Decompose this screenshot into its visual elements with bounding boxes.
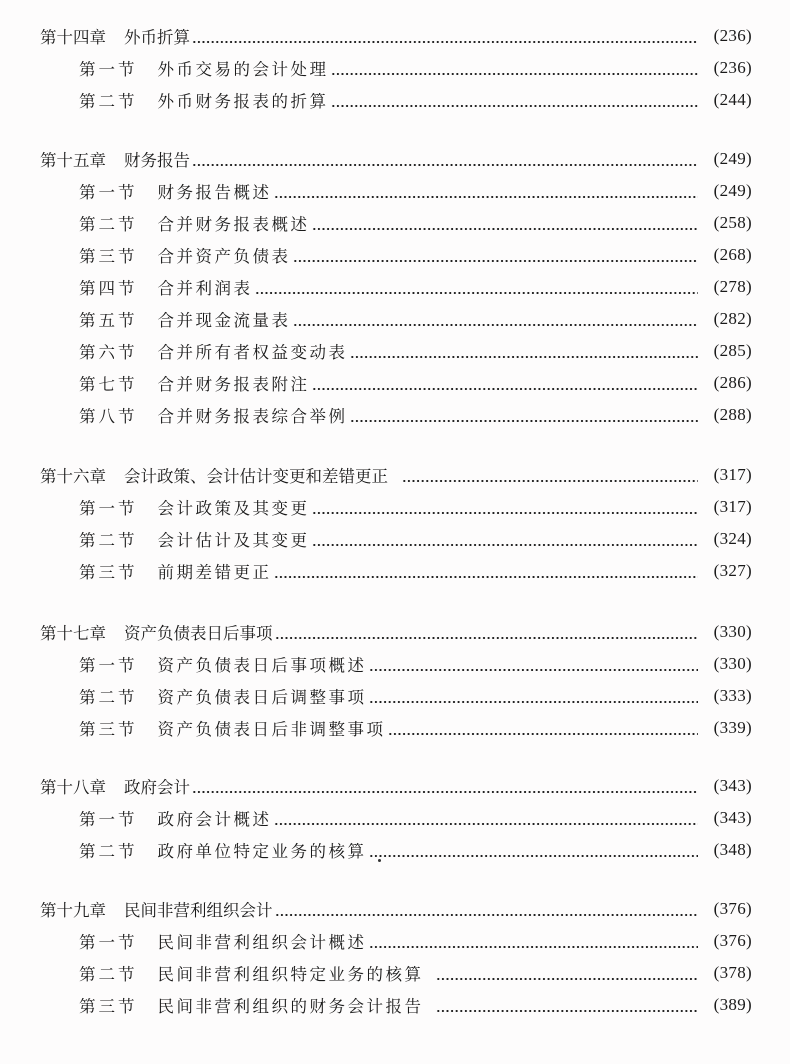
page-number: (343): [713, 808, 752, 827]
page-number: (317): [713, 497, 752, 516]
section-title: 合并资产负债表: [157, 247, 291, 266]
section-title: 会计政策及其变更: [157, 499, 310, 518]
section-number: 第二节: [79, 842, 138, 861]
toc-section-entry[interactable]: [79, 493, 752, 521]
dot-leader: [331, 54, 699, 82]
page-number: (330): [713, 622, 752, 641]
section-number: 第六节: [79, 343, 138, 362]
section-title: 资产负债表日后调整事项: [157, 688, 367, 707]
section-number: 第三节: [79, 720, 138, 739]
section-title: 政府单位特定业务的核算: [157, 842, 367, 861]
section-title: 合并现金流量表: [157, 311, 291, 330]
section-title: 合并利润表: [157, 279, 253, 298]
section-number: 第一节: [79, 933, 138, 952]
dot-leader: [255, 273, 699, 301]
dot-leader: [312, 525, 699, 553]
toc-chapter-entry[interactable]: [40, 145, 752, 173]
page-number: (324): [713, 529, 752, 548]
section-number: 第二节: [79, 531, 138, 550]
section-number: 第四节: [79, 279, 138, 298]
section-number: 第一节: [79, 810, 138, 829]
page-number: (339): [713, 718, 752, 737]
section-number: 第三节: [79, 563, 138, 582]
section-number: 第七节: [79, 375, 138, 394]
section-title: 民间非营利组织的财务会计报告: [157, 997, 424, 1016]
page-number: (282): [713, 309, 752, 328]
section-title: 政府会计概述: [157, 810, 272, 829]
toc-chapter-entry[interactable]: [40, 895, 752, 923]
page-number: (268): [713, 245, 752, 264]
toc-section-entry[interactable]: [79, 959, 752, 987]
section-number: 第二节: [79, 92, 138, 111]
section-number: 第一节: [79, 499, 138, 518]
chapter-number: 第十八章: [40, 778, 106, 797]
dot-leader: [350, 401, 699, 429]
page-number: (333): [713, 686, 752, 705]
chapter-title: 民间非营利组织会计: [124, 901, 273, 920]
section-number: 第二节: [79, 688, 138, 707]
section-number: 第三节: [79, 247, 138, 266]
page-number: (343): [713, 776, 752, 795]
dot-leader: [293, 305, 699, 333]
section-title: 外币交易的会计处理: [157, 60, 329, 79]
page-number: (236): [713, 26, 752, 45]
chapter-title: 政府会计: [124, 778, 190, 797]
toc-section-entry[interactable]: [79, 991, 752, 1019]
dot-leader: [192, 22, 698, 50]
section-number: 第八节: [79, 407, 138, 426]
toc-section-entry[interactable]: [79, 177, 752, 205]
page-number: (330): [713, 654, 752, 673]
section-title: 资产负债表日后非调整事项: [157, 720, 386, 739]
chapter-number: 第十九章: [40, 901, 106, 920]
page-number: (378): [713, 963, 752, 982]
page-number: (327): [713, 561, 752, 580]
toc-chapter-entry[interactable]: [40, 618, 752, 646]
chapter-title: 会计政策、会计估计变更和差错更正: [124, 467, 388, 486]
page-number: (236): [713, 58, 752, 77]
toc-section-entry[interactable]: [79, 369, 752, 397]
section-title: 前期差错更正: [157, 563, 272, 582]
page-number: (278): [713, 277, 752, 296]
page-number: (376): [713, 899, 752, 918]
dot-leader: [369, 682, 699, 710]
dot-leader: [293, 241, 699, 269]
section-title: 合并所有者权益变动表: [157, 343, 348, 362]
section-title: 民间非营利组织会计概述: [157, 933, 367, 952]
dot-leader: [388, 714, 699, 742]
toc-section-entry[interactable]: [79, 650, 752, 678]
toc-chapter-entry[interactable]: [40, 461, 752, 489]
dot-leader: [192, 772, 698, 800]
page-number: (317): [713, 465, 752, 484]
section-number: 第五节: [79, 311, 138, 330]
section-number: 第一节: [79, 183, 138, 202]
page-number: (244): [713, 90, 752, 109]
dot-leader: [274, 177, 699, 205]
toc-chapter-entry[interactable]: [40, 772, 752, 800]
chapter-number: 第十六章: [40, 467, 106, 486]
toc-section-entry[interactable]: [79, 804, 752, 832]
section-number: 第二节: [79, 215, 138, 234]
section-title: 合并财务报表综合举例: [157, 407, 348, 426]
dot-leader: [274, 557, 699, 585]
page-number: (258): [713, 213, 752, 232]
section-title: 财务报告概述: [157, 183, 272, 202]
dot-leader: [274, 804, 699, 832]
section-number: 第二节: [79, 965, 138, 984]
dot-leader: [275, 618, 699, 646]
dot-leader: [275, 895, 699, 923]
chapter-number: 第十五章: [40, 151, 106, 170]
section-title: 合并财务报表附注: [157, 375, 310, 394]
section-number: 第一节: [79, 60, 138, 79]
toc-section-entry[interactable]: [79, 337, 752, 365]
section-number: 第一节: [79, 656, 138, 675]
section-number: 第三节: [79, 997, 138, 1016]
section-title: 资产负债表日后事项概述: [157, 656, 367, 675]
chapter-title: 财务报告: [124, 151, 190, 170]
dot-leader: [312, 493, 699, 521]
chapter-number: 第十四章: [40, 28, 106, 47]
dot-leader: [369, 836, 699, 864]
dot-leader: [436, 991, 699, 1019]
page-number: (348): [713, 840, 752, 859]
chapter-number: 第十七章: [40, 624, 106, 643]
chapter-title: 外币折算: [124, 28, 190, 47]
toc-section-entry[interactable]: [79, 682, 752, 710]
page-number: (249): [713, 181, 752, 200]
dot-leader: [369, 650, 699, 678]
toc-section-entry[interactable]: [79, 401, 752, 429]
toc-section-entry[interactable]: [79, 927, 752, 955]
toc-section-entry[interactable]: [79, 836, 752, 864]
toc-section-entry[interactable]: [79, 305, 752, 333]
toc-section-entry[interactable]: [79, 714, 752, 742]
section-title: 民间非营利组织特定业务的核算: [157, 965, 424, 984]
toc-section-entry[interactable]: [79, 54, 752, 82]
section-title: 会计估计及其变更: [157, 531, 310, 550]
toc-section-entry[interactable]: [79, 273, 752, 301]
dot-leader: [350, 337, 699, 365]
page-number: (286): [713, 373, 752, 392]
dot-leader: [192, 145, 698, 173]
page-number: (288): [713, 405, 752, 424]
toc-section-entry[interactable]: [79, 525, 752, 553]
dot-leader: [312, 209, 699, 237]
toc-section-entry[interactable]: [79, 209, 752, 237]
page-number: (389): [713, 995, 752, 1014]
page-number: (249): [713, 149, 752, 168]
dot-leader: [312, 369, 699, 397]
page-number: (285): [713, 341, 752, 360]
dot-leader: [331, 86, 699, 114]
toc-section-entry[interactable]: [79, 557, 752, 585]
dot-leader: [369, 927, 699, 955]
toc-chapter-entry[interactable]: [40, 22, 752, 50]
section-title: 合并财务报表概述: [157, 215, 310, 234]
chapter-title: 资产负债表日后事项: [124, 624, 273, 643]
page-number: (376): [713, 931, 752, 950]
toc-section-entry[interactable]: [79, 86, 752, 114]
print-speck: [378, 859, 381, 862]
dot-leader: [402, 461, 698, 489]
toc-section-entry[interactable]: [79, 241, 752, 269]
section-title: 外币财务报表的折算: [157, 92, 329, 111]
dot-leader: [436, 959, 699, 987]
